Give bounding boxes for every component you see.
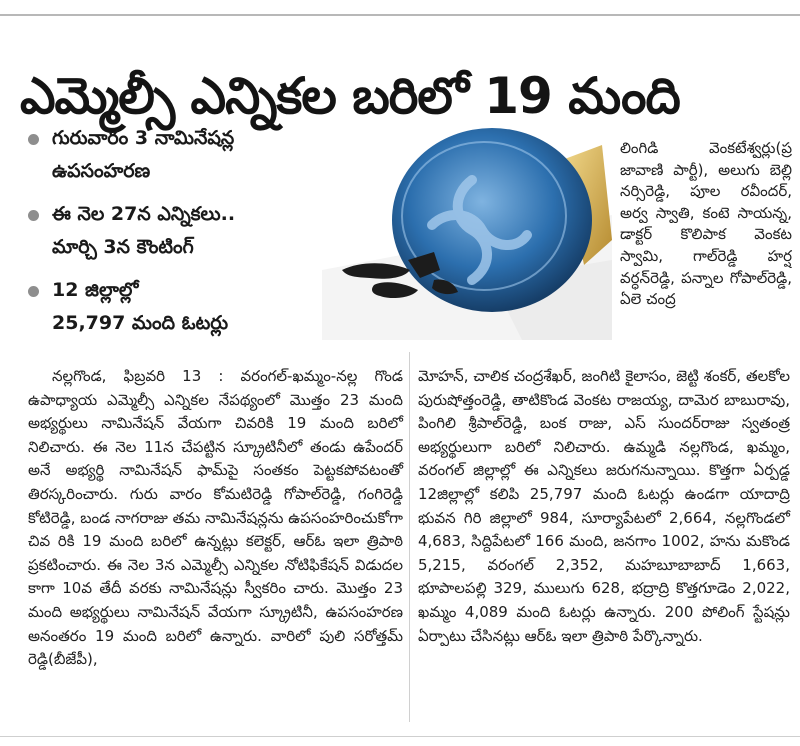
election-stamp-icon <box>322 120 612 340</box>
article-column-left: నల్లగొండ, ఫిబ్రవరి 13 : వరంగల్-ఖమ్మం-నల్ల గొండ ఉపాధ్యాయ ఎమ్మెల్సీ ఎన్నికల నేపథ్యంలో మొత్తం 23 మంది అభ్యర్థులు నామినేషన్ వేయగా చివరికి 19 మంది బరిలో నిలిచారు. ఈ నెల 11న చేపట్టిన స్క్రూటినీలో తండు ఉపేందర్ అనే అభ్యర్థి నామినేషన్ ఫామ్‌పై సంతకం పెట్టకపోవటంతో తిరస్కరించారు. గురు వారం కోమటిరెడ్డి గోపాల్‌రెడ్డి, గంగిరెడ్డి కోటిరెడ్డి, బండ నాగరాజు తమ నామినేషన్లను ఉపసంహరించుకోగా చివ రికి 19 మంది బరిలో ఉన్నట్లు కలెక్టర్, ఆర్‌ఓ ఇలా త్రిపాఠి ప్రకటించారు. ఈ నెల 3న ఎమ్మెల్సీ ఎన్నికల నోటిఫికేషన్ విడుదల కాగా 10వ తేదీ వరకు నామినేషన్లు స్వీకరిం చారు. మొత్తం 23 మంది అభ్యర్థులు నామినేషన్ వేయగా స్క్రూటినీ, ఉపసంహరణ అనంతరం 19 మంది బరిలో ఉన్నారు. వారిలో పులి సరోత్తమ్ రెడ్డి(బీజేపీ), <box>28 367 403 669</box>
article-column-top-right: లింగిడి వెంకటేశ్వర్లు(ప్ర జావాణి పార్టీ), అలుగు బెల్లి నర్సిరెడ్డి, పూల రవీందర్, అర్వ స్వాతి, కంటె సాయన్న, డాక్టర్ కొలిపాక వెంకట స్వామి, గాల్‌రెడ్డి హర్ష వర్ధన్‌రెడ్డి, పన్నాల గోపాల్‌రెడ్డి, ఏలె చంద్ర <box>620 139 792 309</box>
page-bottom-rule <box>0 736 800 737</box>
bullet-line: 25,797 మంది ఓటర్లు <box>52 312 229 334</box>
headline: ఎమ్మెల్సీ ఎన్నికల బరిలో 19 మంది <box>20 66 680 125</box>
bullet-line: మార్చి 3న కౌంటింగ్ <box>52 236 194 258</box>
bullet-line: ఉపసంహరణ <box>52 160 151 182</box>
article-column-right: మోహన్, చాలిక చంద్రశేఖర్, జంగిటి కైలాసం, జెట్టి శంకర్, తలకోల పురుషోత్తంరెడ్డి, తాటికొండ వెంకట రాజయ్య, దామెర బాబురావు, పింగిలి శ్రీపాల్‌రెడ్డి, బంక రాజు, ఎస్ సుందర్‌రాజు స్వతంత్ర అభ్యర్థులుగా బరిలో నిలిచారు. ఉమ్మడి నల్లగొండ, ఖమ్మం, వరంగల్ జిల్లాల్లో ఈ ఎన్నికలు జరుగనున్నాయి. కొత్తగా ఏర్పడ్డ 12జిల్లాల్లో కలిపి 25,797 మంది ఓటర్లు ఉండగా యాదాద్రి భువన గిరి జిల్లాలో 984, సూర్యాపేటలో 2,664, నల్లగొండలో 4,683, సిద్దిపేటలో 166 మంది, జనగాం 1002, హను మకొండ 5,215, వరంగల్ 2,352, మహబూబాబాద్ 1,663, భూపాలపల్లి 329, ములుగు 628, భద్రాద్రి కొత్తగూడెం 2,022, ఖమ్మం 4,089 మంది ఓటర్లు ఉన్నారు. 200 పోలింగ్ స్టేషన్లు ఏర్పాటు చేసినట్లు ఆర్‌ఓ ఇలా త్రిపాఠి పేర్కొన్నారు. <box>418 367 790 645</box>
bullet-line: ఈ నెల 27న ఎన్నికలు.. <box>52 203 236 225</box>
highlight-bullets <box>28 122 328 350</box>
bullet-item <box>28 274 328 340</box>
election-stamp-image <box>322 120 612 340</box>
bullet-dot-icon <box>28 210 39 221</box>
page-top-rule <box>0 0 800 16</box>
bullet-line: 12 జిల్లాల్లో <box>52 279 139 301</box>
bullet-item <box>28 122 328 188</box>
bullet-line: గురువారం 3 నామినేషన్ల <box>52 127 235 149</box>
column-divider <box>409 352 410 722</box>
bullet-item <box>28 198 328 264</box>
bullet-dot-icon <box>28 286 39 297</box>
bullet-dot-icon <box>28 134 39 145</box>
